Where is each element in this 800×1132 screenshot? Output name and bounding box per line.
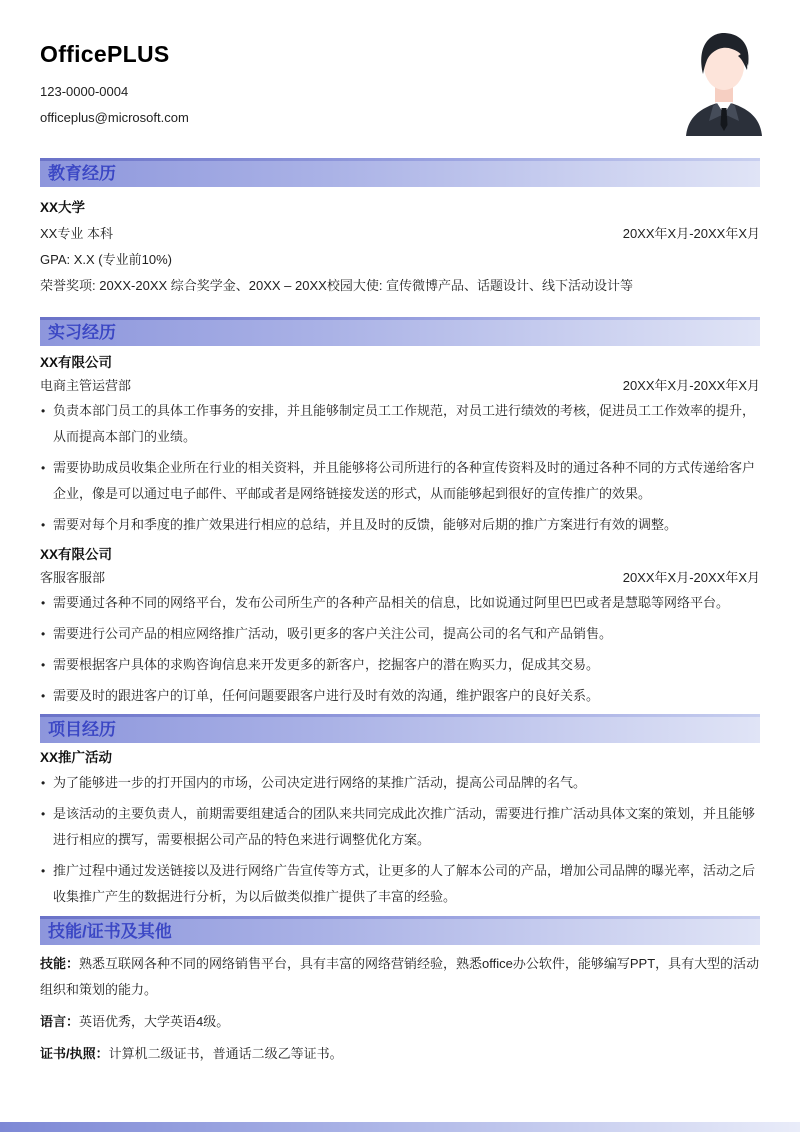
education-title: 教育经历 xyxy=(40,161,760,187)
project-bullet-list xyxy=(40,770,760,910)
section-project xyxy=(0,714,800,910)
job-bullet-list xyxy=(40,398,760,538)
skills-header-bar xyxy=(40,916,760,945)
project-title: 项目经历 xyxy=(40,717,760,743)
section-education xyxy=(0,158,800,295)
language-label: 语言： xyxy=(40,1014,80,1029)
education-date: 20XX年X月-20XX年X月 xyxy=(622,226,760,241)
honors-line: 荣誉奖项: 20XX-20XX 综合奖学金、20XX – 20XX校园大使: 宣传微博产品、话题设计、线下活动设计等 xyxy=(40,278,634,293)
section-internship xyxy=(0,317,800,709)
list-item: • 负责本部门员工的具体工作事务的安排，并且能够制定员工工作规范，对员工进行绩效的考核，促进员工工作效率的提升，从而提高本部门的业绩。 xyxy=(40,398,760,450)
role-title: 电商主管运营部 xyxy=(40,378,132,393)
candidate-name: OfficePLUS xyxy=(40,41,170,67)
list-item: • 需要根据客户具体的求购咨询信息来开发更多的新客户，挖掘客户的潜在购买力，促成其交易。 xyxy=(40,652,760,678)
job-date: 20XX年X月-20XX年X月 xyxy=(622,570,760,585)
education-row xyxy=(40,225,760,243)
list-item: • 需要及时的跟进客户的订单，任何问题要跟客户进行及时有效的沟通，维护跟客户的良好关系。 xyxy=(40,683,760,709)
section-skills xyxy=(0,916,800,1067)
job-date: 20XX年X月-20XX年X月 xyxy=(622,378,760,393)
email-address: officeplus@microsoft.com xyxy=(40,110,189,125)
list-item: • 需要进行公司产品的相应网络推广活动，吸引更多的客户关注公司，提高公司的名气和产品销售。 xyxy=(40,621,760,647)
job-bullet-list xyxy=(40,590,760,709)
role-row xyxy=(40,377,760,395)
role-title: 客服客服部 xyxy=(40,570,106,585)
avatar-illustration xyxy=(678,28,770,136)
school-name: XX大学 xyxy=(40,200,86,215)
certificate-label: 证书/执照： xyxy=(40,1046,109,1061)
company-name: XX有限公司 xyxy=(40,355,113,370)
project-header-bar xyxy=(40,714,760,743)
language-line xyxy=(40,1009,760,1035)
gpa-line: GPA: X.X (专业前10%) xyxy=(40,252,172,267)
list-item: • 需要协助成员收集企业所在行业的相关资料，并且能够将公司所进行的各种宣传资料及时的通过各种不同的方式传递给客户企业，像是可以通过电子邮件、平邮或者是网络链接发送的形式，从而能够起到很好的宣传推广的效果。 xyxy=(40,455,760,507)
major-degree: XX专业 本科 xyxy=(40,226,113,241)
project-name: XX推广活动 xyxy=(40,750,113,765)
certificate-line xyxy=(40,1041,760,1067)
skill-text: 熟悉互联网各种不同的网络销售平台，具有丰富的网络营销经验，熟悉office办公软件，能够编写PPT，具有大型的活动组织和策划的能力。 xyxy=(40,956,760,997)
certificate-text: 计算机二级证书，普通话二级乙等证书。 xyxy=(108,1046,343,1061)
internship-header-bar xyxy=(40,317,760,346)
list-item: • 需要对每个月和季度的推广效果进行相应的总结，并且及时的反馈，能够对后期的推广方案进行有效的调整。 xyxy=(40,512,760,538)
list-item: • 需要通过各种不同的网络平台，发布公司所生产的各种产品相关的信息，比如说通过阿里巴巴或者是慧聪等网络平台。 xyxy=(40,590,760,616)
list-item: • 为了能够进一步的打开国内的市场，公司决定进行网络的某推广活动，提高公司品牌的名气。 xyxy=(40,770,760,796)
skill-line xyxy=(40,951,760,1003)
phone-number: 123-0000-0004 xyxy=(40,84,129,99)
education-header-bar xyxy=(40,158,760,187)
company-name: XX有限公司 xyxy=(40,547,113,562)
footer-accent-bar xyxy=(0,1122,800,1132)
role-row xyxy=(40,569,760,587)
list-item: • 是该活动的主要负责人，前期需要组建适合的团队来共同完成此次推广活动，需要进行推广活动具体文案的策划，并且能够进行相应的撰写，需要根据公司产品的特色来进行调整优化方案。 xyxy=(40,801,760,853)
list-item: • 推广过程中通过发送链接以及进行网络广告宣传等方式，让更多的人了解本公司的产品，增加公司品牌的曝光率，活动之后收集推广产生的数据进行分析，为以后做类似推广提供了丰富的经验。 xyxy=(40,858,760,910)
language-text: 英语优秀，大学英语4级。 xyxy=(79,1014,230,1029)
skill-label: 技能： xyxy=(40,956,80,971)
internship-title: 实习经历 xyxy=(40,320,760,346)
skills-title: 技能/证书及其他 xyxy=(40,919,760,945)
